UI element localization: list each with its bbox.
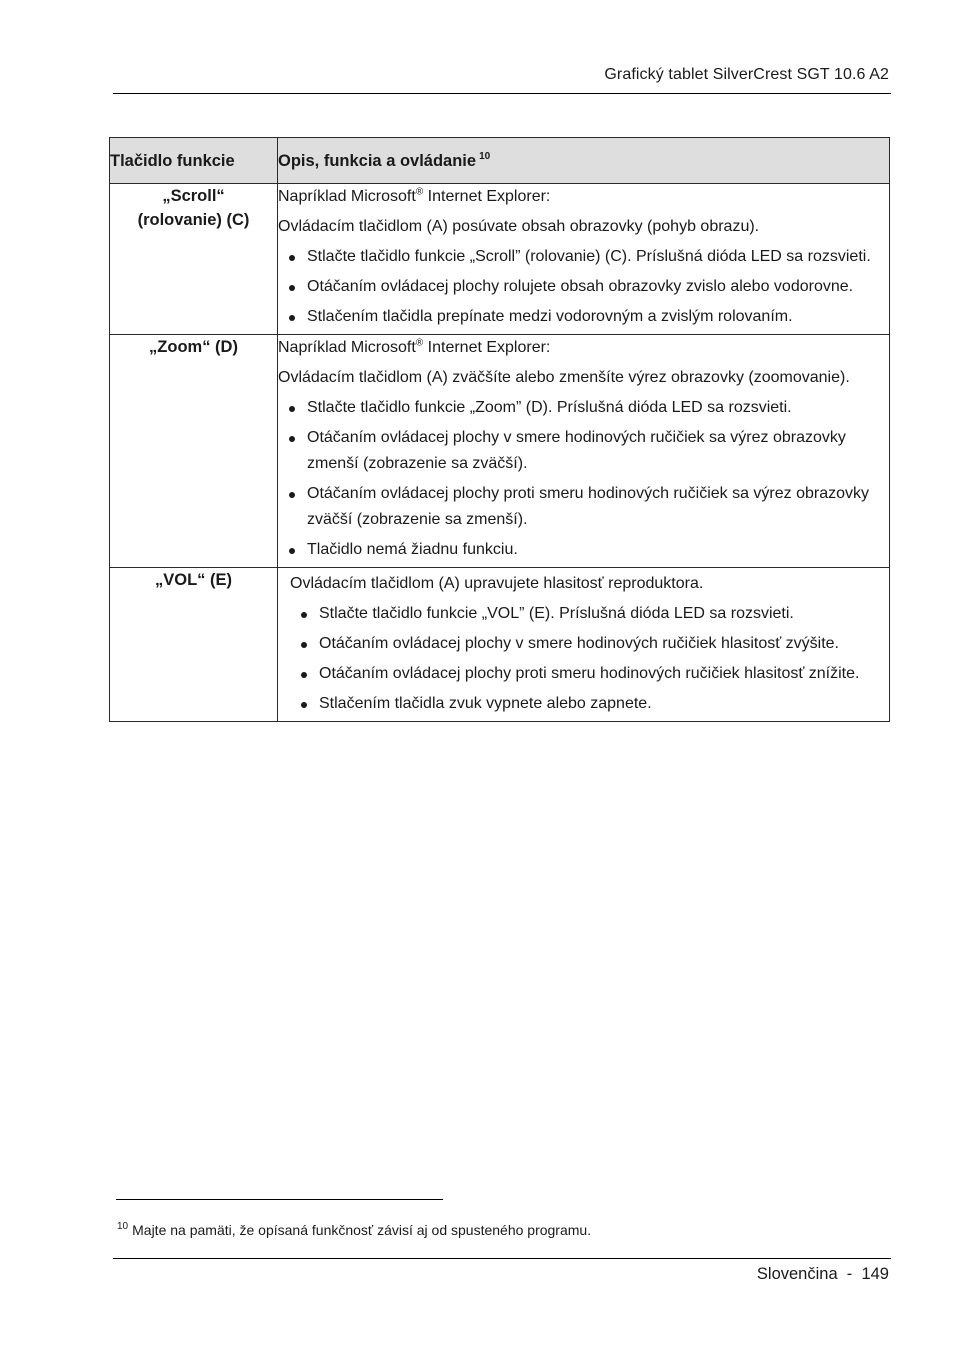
list-item: Tlačidlo nemá žiadnu funkciu.	[278, 537, 889, 563]
footnote: $^{10}$ Majte na pamäti, že opísaná funkčnosť závisí aj od spusteného programu.	[117, 1221, 592, 1238]
list-item: Otáčaním ovládacej plochy v smere hodinových ručičiek hlasitosť zvýšite.	[290, 631, 889, 657]
table-row-zoom	[110, 335, 890, 568]
table-row-scroll	[110, 184, 890, 335]
column-header-button: Tlačidlo funkcie	[110, 138, 278, 184]
bullet-list	[290, 601, 889, 717]
footer-rule	[113, 1258, 891, 1259]
page-footer: Slovenčina - 149	[756, 1265, 889, 1283]
list-item: Stlačte tlačidlo funkcie „Zoom” (D). Príslušná dióda LED sa rozsvieti.	[278, 395, 889, 421]
table-header-row	[110, 138, 890, 184]
list-item: Stlačením tlačidla prepínate medzi vodorovným a zvislým rolovaním.	[278, 304, 889, 330]
example-line: Napríklad Microsoft® Internet Explorer:	[278, 337, 551, 356]
running-header: Grafický tablet SilverCrest SGT 10.6 A2	[604, 66, 889, 83]
list-item: Otáčaním ovládacej plochy proti smeru hodinových ručičiek hlasitosť znížite.	[290, 661, 889, 687]
example-line: Napríklad Microsoft® Internet Explorer:	[278, 186, 551, 205]
list-item: Stlačte tlačidlo funkcie „VOL” (E). Príslušná dióda LED sa rozsvieti.	[290, 601, 889, 627]
description-vol	[278, 568, 890, 722]
list-item: Otáčaním ovládacej plochy rolujete obsah obrazovky zvislo alebo vodorovne.	[278, 274, 889, 300]
table-row-vol	[110, 568, 890, 722]
description-text: Ovládacím tlačidlom (A) upravujete hlasitosť reproduktora.	[290, 575, 704, 592]
description-zoom	[278, 335, 890, 568]
list-item: Otáčaním ovládacej plochy v smere hodinových ručičiek sa výrez obrazovky zmenší (zobrazenie sa zväčší).	[278, 425, 889, 477]
footnote-rule	[116, 1199, 443, 1200]
list-item: Otáčaním ovládacej plochy proti smeru hodinových ručičiek sa výrez obrazovky zväčší (zobrazenie sa zmenší).	[278, 481, 889, 533]
list-item: Stlačte tlačidlo funkcie „Scroll” (rolovanie) (C). Príslušná dióda LED sa rozsvieti.	[278, 244, 889, 270]
button-label-vol: „VOL“ (E)	[110, 568, 278, 722]
bullet-list	[278, 395, 889, 563]
description-text: Ovládacím tlačidlom (A) posúvate obsah obrazovky (pohyb obrazu).	[278, 218, 760, 235]
header-rule	[113, 93, 891, 94]
button-label-scroll: „Scroll“ (rolovanie) (C)	[110, 184, 278, 335]
footnote-ref: 10	[479, 151, 491, 162]
column-header-description: Opis, funkcia a ovládanie $^{10}$	[278, 138, 890, 184]
function-buttons-table	[109, 137, 890, 722]
description-text: Ovládacím tlačidlom (A) zväčšíte alebo zmenšíte výrez obrazovky (zoomovanie).	[278, 369, 850, 386]
description-scroll	[278, 184, 890, 335]
bullet-list	[278, 244, 889, 330]
button-label-zoom: „Zoom“ (D)	[110, 335, 278, 568]
list-item: Stlačením tlačidla zvuk vypnete alebo zapnete.	[290, 691, 889, 717]
